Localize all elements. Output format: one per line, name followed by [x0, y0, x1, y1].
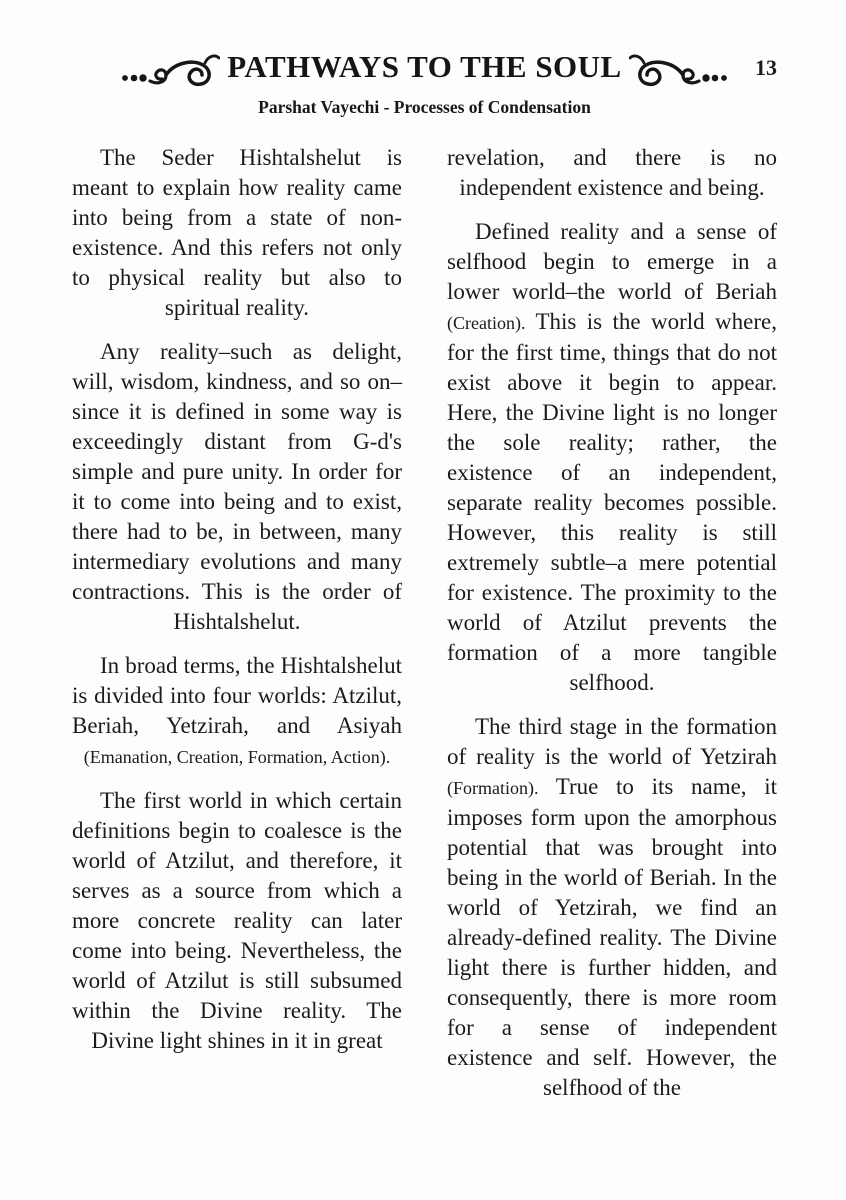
- paragraph: [72, 143, 402, 323]
- translation-note: (Creation).: [447, 313, 526, 333]
- scroll-flourish-left-icon: [120, 51, 220, 91]
- paragraph: [72, 651, 402, 772]
- page-number: 13: [755, 55, 777, 81]
- paragraph-text: True to its name, it imposes form upon the amorphous potential that was brought into being in the world of Beriah. In the world of Yetzirah, we find an already-defined reality. The Divine light there is further hidden, and consequently, there is more room for a sense of independent existence and self. However, the selfhood of the: [447, 774, 777, 1100]
- paragraph-text: revelation, and there is no independent existence and being.: [447, 145, 777, 200]
- translation-note: (Emanation, Creation, Formation, Action).: [83, 747, 391, 767]
- paragraph: [72, 786, 402, 1056]
- text-columns: [72, 143, 777, 1117]
- paragraph: [72, 337, 402, 637]
- paragraph-text: Any reality–such as delight, will, wisdom, kindness, and so on–since it is defined in some way is exceedingly distant from G-d's simple and pure unity. In order for it to come into being and to exist, there had to be, in between, many intermediary evolutions and many contractions. This is the order of Hishtalshelut.: [72, 339, 402, 634]
- paragraph-text: The first world in which certain definitions begin to coalesce is the world of Atzilut, and therefore, it serves as a source from which a more concrete reality can later come into being. Nevertheless, the world of Atzilut is still subsumed within the Divine reality. The Divine light shines in it in great: [72, 788, 402, 1053]
- paragraph-text: The third stage in the formation of reality is the world of Yetzirah: [447, 714, 777, 769]
- paragraph-text: This is the world where, for the first time, things that do not exist above it begin to appear. Here, the Divine light is no longer the sole reality; rather, the existence of an independent, separate reality becomes possible. However, this reality is still extremely subtle–a mere potential for existence. The proximity to the world of Atzilut prevents the formation of a more tangible selfhood.: [447, 309, 777, 695]
- paragraph: [447, 712, 777, 1103]
- paragraph-text: The Seder Hishtalshelut is meant to explain how reality came into being from a state of non-existence. And this refers not only to physical reality but also to spiritual reality.: [72, 145, 402, 320]
- paragraph-text: Defined reality and a sense of selfhood begin to emerge in a lower world–the world of Beriah: [447, 219, 777, 304]
- paragraph: [447, 143, 777, 203]
- page-header: [72, 42, 777, 118]
- paragraph-text: In broad terms, the Hishtalshelut is divided into four worlds: Atzilut, Beriah, Yetzirah, and Asiyah: [72, 653, 402, 738]
- scroll-flourish-right-icon: [629, 51, 729, 91]
- paragraph: [447, 217, 777, 698]
- translation-note: (Formation).: [447, 778, 539, 798]
- page-title: PATHWAYS TO THE SOUL: [227, 49, 622, 84]
- page-subtitle: Parshat Vayechi - Processes of Condensation: [258, 97, 591, 117]
- left-column: [72, 143, 402, 1117]
- right-column: [447, 143, 777, 1117]
- title-row: [72, 42, 777, 92]
